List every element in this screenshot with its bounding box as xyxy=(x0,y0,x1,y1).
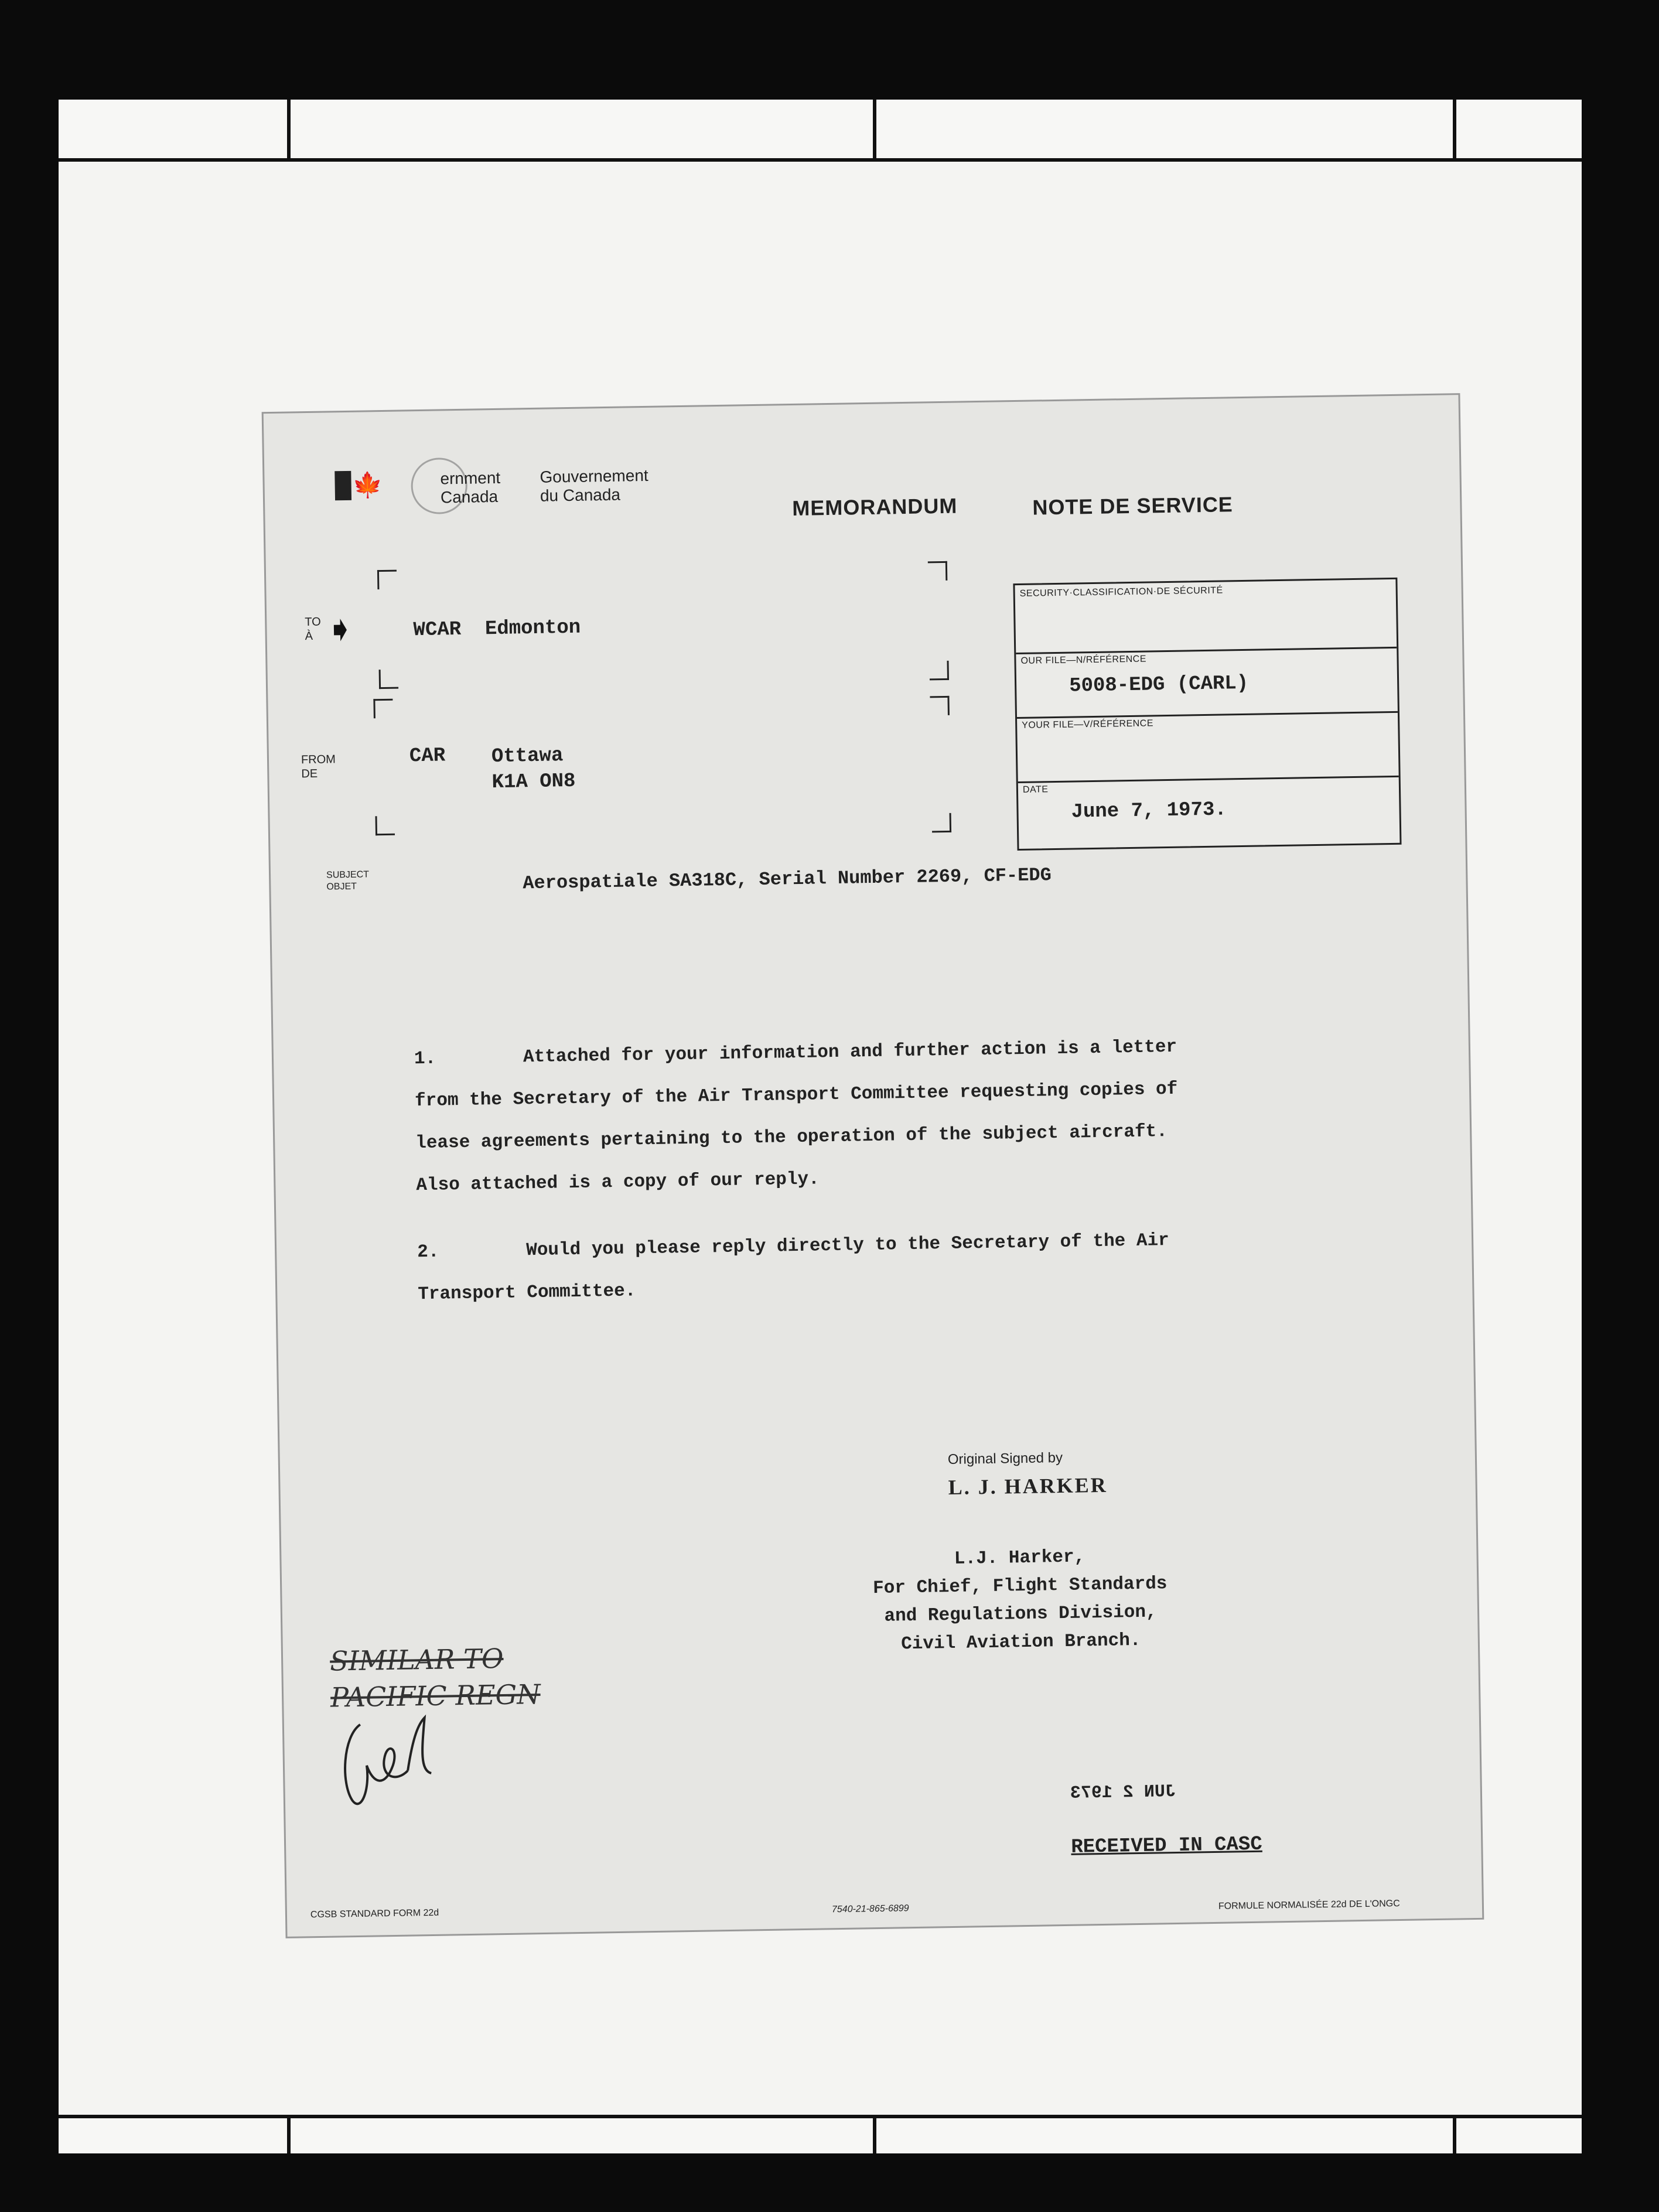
form-number-left: CGSB STANDARD FORM 22d xyxy=(310,1907,439,1920)
to-bracket-bl xyxy=(379,670,399,689)
gov-name-english: ernment Canada xyxy=(440,468,501,507)
signature-block: L.J. Harker, For Chief, Flight Standards and Regulations Division, Civil Aviation Branch. xyxy=(872,1547,1168,1655)
subject-label: SUBJECT OBJET xyxy=(326,869,370,892)
to-recipient: WCAR Edmonton xyxy=(413,616,581,642)
to-bracket-tl xyxy=(377,570,397,590)
body-paragraph-1: 1. Attached for your information and further action is a letter from the Secretary of the Air Transport Committee requesting copies of lease agreements pertaining to the operation of the subject aircraft. Also attached is a copy of our reply. xyxy=(414,1036,1178,1196)
security-label: SECURITY·CLASSIFICATION·DE SÉCURITÉ xyxy=(1019,585,1223,599)
form-number-mid: 7540-21-865-6899 xyxy=(831,1903,909,1915)
note-de-service-heading: NOTE DE SERVICE xyxy=(1032,492,1234,520)
to-bracket-br xyxy=(929,661,949,681)
from-code: CAR xyxy=(409,745,446,768)
from-bracket-tl xyxy=(373,699,393,719)
received-date-stamp: JUN 2 1973 xyxy=(1070,1782,1176,1804)
from-bracket-tr xyxy=(930,696,950,716)
security-row xyxy=(1015,579,1397,654)
arrow-right-icon: ➧ xyxy=(325,609,356,649)
form-number-right: FORMULE NORMALISÉE 22d DE L'ONGC xyxy=(1218,1899,1400,1911)
body-paragraph-2: 2. Would you please reply directly to the Secretary of the Air Transport Committee. xyxy=(417,1230,1169,1305)
from-bracket-br xyxy=(932,813,952,833)
from-bracket-bl xyxy=(376,816,395,836)
handwritten-line-2: PACIFIC REGN xyxy=(330,1678,541,1713)
flag-bar xyxy=(334,471,351,500)
our-file-label: OUR FILE—N/RÉFÉRENCE xyxy=(1020,654,1147,666)
memorandum-heading: MEMORANDUM xyxy=(792,493,958,521)
your-file-row xyxy=(1017,711,1399,783)
handwritten-initials xyxy=(336,1699,455,1830)
to-label: TO À xyxy=(305,615,321,643)
date-label: DATE xyxy=(1022,784,1049,795)
reference-box xyxy=(1013,578,1401,851)
film-bottom-strip xyxy=(59,2115,1582,2153)
date-row xyxy=(1018,776,1400,847)
signed-name: L. J. HARKER xyxy=(948,1473,1108,1500)
subject-value: Aerospatiale SA318C, Serial Number 2269, CF-EDG xyxy=(523,864,1052,895)
handwritten-line-1: SIMILAR TO xyxy=(329,1643,504,1677)
maple-leaf-icon: 🍁 xyxy=(352,470,384,499)
our-file-row xyxy=(1016,647,1398,719)
date-value: June 7, 1973. xyxy=(1071,798,1227,824)
your-file-label: YOUR FILE—V/RÉFÉRENCE xyxy=(1022,718,1154,730)
memo-sheet xyxy=(264,395,1483,1937)
original-signed-label: Original Signed by xyxy=(947,1449,1063,1468)
from-city: Ottawa K1A ON8 xyxy=(491,745,576,794)
gov-name-french: Gouvernement du Canada xyxy=(540,466,648,505)
film-top-strip xyxy=(59,100,1582,162)
to-bracket-tr xyxy=(928,561,948,581)
received-stamp: RECEIVED IN CASC xyxy=(1071,1833,1263,1859)
our-file-value: 5008-EDG (CARL) xyxy=(1069,672,1249,698)
from-label: FROM DE xyxy=(301,753,336,781)
